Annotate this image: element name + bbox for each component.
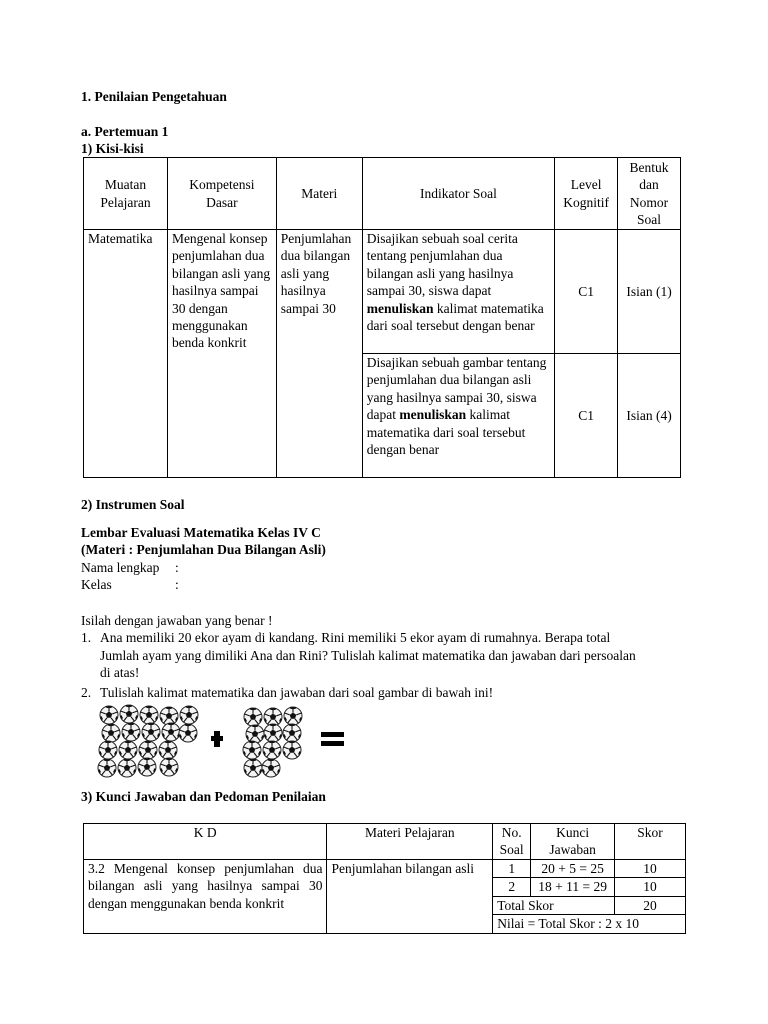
header-level: Level Kognitif [555, 158, 618, 230]
kelas-colon: : [175, 577, 179, 592]
soccer-ball-icon [141, 722, 161, 742]
header-kompetensi: Kompetensi Dasar [167, 158, 276, 230]
soccer-ball-icon [118, 740, 138, 760]
soccer-ball-icon [117, 758, 137, 778]
soccer-ball-icon [179, 705, 199, 725]
header-indikator: Indikator Soal [362, 158, 554, 230]
soccer-ball-icon [119, 704, 139, 724]
cell-total-value: 20 [615, 896, 686, 914]
cell-kd: 3.2 Mengenal konsep penjumlahan dua bilangan asli yang hasilnya sampai 30 dengan menggunakan benda konkrit [84, 860, 327, 934]
q2-text: Tulislah kalimat matematika dan jawaban dari soal gambar di bawah ini! [100, 685, 494, 700]
kelas-label: Kelas [81, 577, 112, 592]
cell-kunci-2: 18 + 11 = 29 [531, 878, 615, 896]
cell-skor-2: 10 [615, 878, 686, 896]
q1-number: 1. [81, 630, 92, 645]
section-heading: 1. Penilaian Pengetahuan [81, 89, 227, 104]
soccer-ball-icon [282, 740, 302, 760]
cell-no-1: 1 [493, 860, 531, 878]
cell-bentuk-1: Isian (1) [618, 230, 681, 354]
cell-muatan: Matematika [84, 230, 168, 478]
soccer-ball-icon [242, 740, 262, 760]
soccer-ball-icon [262, 740, 282, 760]
lembar-title: Lembar Evaluasi Matematika Kelas IV C [81, 525, 321, 540]
cell-no-2: 2 [493, 878, 531, 896]
cell-total-label: Total Skor [493, 896, 615, 914]
meeting-heading: a. Pertemuan 1 [81, 124, 169, 139]
cell-indikator-1: Disajikan sebuah soal cerita tentang penjumlahan dua bilangan asli yang hasilnya sampai 30, siswa dapat menuliskan kalimat matematika dari soal tersebut dengan benar [362, 230, 554, 354]
instrumen-title: 2) Instrumen Soal [81, 497, 185, 512]
header-kd: K D [84, 824, 327, 860]
header-materi: Materi [276, 158, 362, 230]
header-muatan: Muatan Pelajaran [84, 158, 168, 230]
cell-kompetensi: Mengenal konsep penjumlahan dua bilangan asli yang hasilnya sampai 30 dengan menggunakan benda konkrit [167, 230, 276, 478]
q1-line-2: Jumlah ayam yang dimiliki Ana dan Rini? Tulislah kalimat matematika dan jawaban dari persoalan [100, 648, 636, 663]
soccer-ball-icon [99, 705, 119, 725]
soccer-ball-icon [121, 722, 141, 742]
soccer-ball-icon [178, 723, 198, 743]
cell-skor-1: 10 [615, 860, 686, 878]
soccer-ball-icon [97, 758, 117, 778]
q1-line-3: di atas! [100, 665, 140, 680]
q2-number: 2. [81, 685, 92, 700]
header-kunci-jawaban: Kunci Jawaban [531, 824, 615, 860]
cell-materi-pelajaran: Penjumlahan bilangan asli [327, 860, 493, 934]
cell-level-2: C1 [555, 354, 618, 478]
soccer-ball-icon [159, 757, 179, 777]
soccer-ball-icon [261, 758, 281, 778]
cell-level-1: C1 [555, 230, 618, 354]
nama-label: Nama lengkap [81, 560, 160, 575]
soccer-ball-icon [137, 757, 157, 777]
soccer-ball-icon [243, 758, 263, 778]
cell-indikator-2: Disajikan sebuah gambar tentang penjumlahan dua bilangan asli yang hasilnya sampai 30, siswa dapat menuliskan kalimat matematika dari soal tersebut dengan benar [362, 354, 554, 478]
soccer-ball-icon [98, 740, 118, 760]
kunci-jawaban-table [83, 823, 686, 934]
cell-nilai: Nilai = Total Skor : 2 x 10 [493, 915, 686, 933]
header-skor: Skor [615, 824, 686, 860]
header-materi-pelajaran: Materi Pelajaran [327, 824, 493, 860]
nama-colon: : [175, 560, 179, 575]
kisi-title: 1) Kisi-kisi [81, 141, 144, 156]
lembar-subtitle: (Materi : Penjumlahan Dua Bilangan Asli) [81, 542, 326, 557]
kisi-kisi-table [83, 157, 681, 478]
cell-bentuk-2: Isian (4) [618, 354, 681, 478]
q1-line-1: Ana memiliki 20 ekor ayam di kandang. Rini memiliki 5 ekor ayam di rumahnya. Berapa total [100, 630, 611, 645]
instruction-text: Isilah dengan jawaban yang benar ! [81, 613, 273, 628]
kunci-title: 3) Kunci Jawaban dan Pedoman Penilaian [81, 789, 326, 804]
header-bentuk: Bentuk dan Nomor Soal [618, 158, 681, 230]
cell-kunci-1: 20 + 5 = 25 [531, 860, 615, 878]
cell-materi: Penjumlahan dua bilangan asli yang hasilnya sampai 30 [276, 230, 362, 478]
header-no-soal: No. Soal [493, 824, 531, 860]
